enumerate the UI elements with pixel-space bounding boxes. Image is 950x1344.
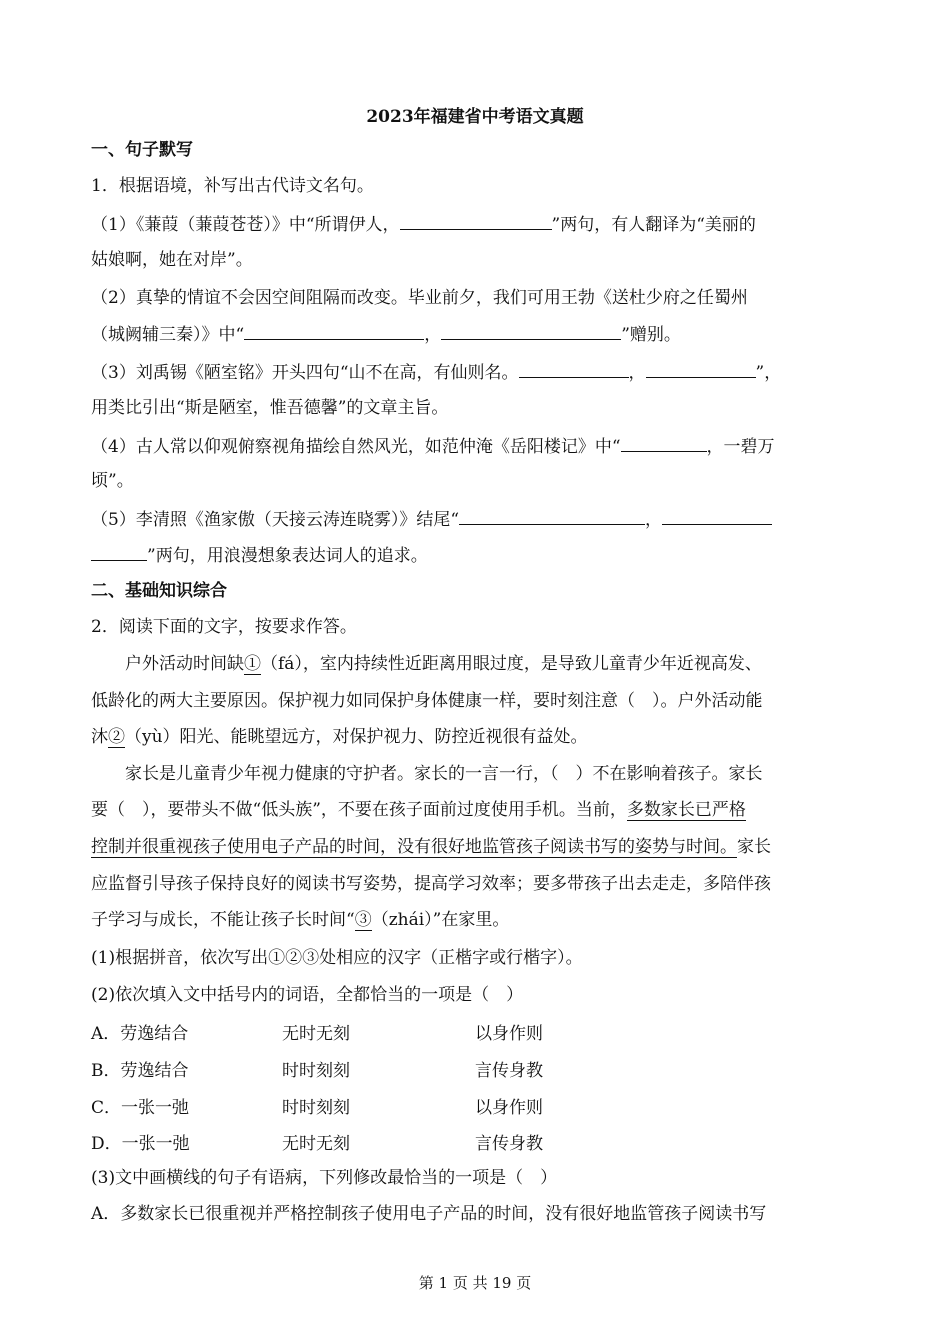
- passage-line: [125, 652, 861, 676]
- underlined-sentence: 控制并很重视孩子使用电子产品的时间，没有很好地监管孩子阅读书写的姿势与时间。: [91, 837, 737, 857]
- passage-text: （yù）阳光、能眺望远方，对保护视力、防控近视很有益处。: [125, 727, 588, 747]
- answer-blank[interactable]: [646, 359, 756, 378]
- blank-marker-3: ③: [354, 910, 372, 930]
- section-heading-2: 二、基础知识综合: [91, 581, 227, 601]
- passage-text: （zhái）”在家里。: [371, 910, 510, 930]
- option-a-word2: 无时无刻: [282, 1024, 350, 1044]
- underlined-sentence: 多数家长已严格: [626, 800, 746, 820]
- option-c[interactable]: C．一张一弛: [91, 1098, 190, 1118]
- passage-line: [91, 835, 861, 859]
- q1-item4-text-b: ，一碧万: [706, 437, 775, 457]
- option-b-word3: 言传身教: [475, 1061, 543, 1081]
- sub-question-3: (3)文中画横线的句子有语病，下列修改最恰当的一项是（ ）: [91, 1168, 558, 1188]
- q1-item2-text-b: （城阙辅三秦）》中“: [91, 325, 245, 345]
- section-heading-1: 一、句子默写: [91, 140, 193, 160]
- passage-line: 家长是儿童青少年视力健康的守护者。家长的一言一行，（ ）不在影响着孩子。家长: [125, 764, 763, 784]
- answer-blank[interactable]: [519, 359, 629, 378]
- blank-marker-1: ①: [244, 654, 261, 674]
- sub-question-2: (2)依次填入文中括号内的词语，全都恰当的一项是（ ）: [91, 985, 524, 1005]
- option-a-word3: 以身作则: [475, 1024, 543, 1044]
- q1-item4-text-a: （4）古人常以仰观俯察视角描绘自然风光，如范仲淹《岳阳楼记》中“: [91, 437, 621, 457]
- q1-item2-line2: [91, 321, 861, 347]
- q1-item5-line1: [91, 506, 861, 532]
- q1-item1-text-a: （1）《蒹葭（蒹葭苍苍）》中“所谓伊人，: [91, 215, 400, 235]
- option-d-word3: 言传身教: [475, 1134, 543, 1154]
- q1-item5-text-b: ，: [645, 510, 663, 530]
- q1-item3-text-c: ”，: [755, 363, 782, 383]
- q1-item3-text-b: ，: [628, 363, 646, 383]
- sub3-option-a[interactable]: A．多数家长已很重视并严格控制孩子使用电子产品的时间，没有很好地监管孩子阅读书写: [91, 1204, 767, 1224]
- answer-blank[interactable]: [459, 506, 645, 525]
- passage-text: （fá），室内持续性近距离用眼过度，是导致儿童青少年近视高发、: [261, 654, 762, 674]
- q1-item2-text-c: ，: [424, 325, 442, 345]
- passage-text: 沐: [91, 727, 108, 747]
- q1-item2-text-d: ”赠别。: [621, 325, 681, 345]
- passage-line: [91, 908, 861, 932]
- passage-text: 子学习与成长，不能让孩子长时间“: [91, 910, 355, 930]
- answer-blank[interactable]: [244, 321, 424, 340]
- page-footer: 第 1 页 共 19 页: [418, 1274, 532, 1292]
- q1-item3-text-a: （3）刘禹锡《陋室铭》开头四句“山不在高，有仙则名。: [91, 363, 519, 383]
- answer-blank[interactable]: [441, 321, 621, 340]
- q1-item1-line2: 姑娘啊，她在对岸”。: [91, 250, 253, 270]
- option-c-word2: 时时刻刻: [282, 1098, 350, 1118]
- passage-line: 低龄化的两大主要原因。保护视力如同保护身体健康一样，要时刻注意（ ）。户外活动能: [91, 691, 763, 711]
- passage-text: 户外活动时间缺: [125, 654, 244, 674]
- question-1-stem: 1．根据语境，补写出古代诗文名句。: [91, 176, 374, 196]
- passage-line: 应监督引导孩子保持良好的阅读书写姿势，提高学习效率；要多带孩子出去走走，多陪伴孩: [91, 874, 771, 894]
- option-d-word2: 无时无刻: [282, 1134, 350, 1154]
- question-2-stem: 2．阅读下面的文字，按要求作答。: [91, 617, 357, 637]
- document-title: 2023年福建省中考语文真题: [366, 107, 584, 127]
- q1-item4-line2: 顷”。: [91, 471, 134, 491]
- option-d[interactable]: D．一张一弛: [91, 1134, 190, 1154]
- q1-item5-line2: [91, 542, 861, 568]
- q1-item4-line1: [91, 433, 861, 459]
- answer-blank[interactable]: [621, 433, 707, 452]
- option-c-word3: 以身作则: [475, 1098, 543, 1118]
- q1-item2-line1: （2）真挚的情谊不会因空间阻隔而改变。毕业前夕，我们可用王勃《送杜少府之任蜀州: [91, 288, 748, 308]
- option-a[interactable]: A．劳逸结合: [91, 1024, 189, 1044]
- q1-item1-line1: [91, 211, 861, 237]
- sub-question-1: (1)根据拼音，依次写出①②③处相应的汉字（正楷字或行楷字）。: [91, 948, 583, 968]
- q1-item5-text-a: （5）李清照《渔家傲（天接云涛连晓雾）》结尾“: [91, 510, 460, 530]
- passage-text: 家长: [737, 837, 771, 857]
- option-b-word2: 时时刻刻: [282, 1061, 350, 1081]
- q1-item3-line1: [91, 359, 861, 385]
- blank-marker-2: ②: [108, 727, 125, 747]
- answer-blank[interactable]: [400, 211, 552, 230]
- passage-text: 要（ ），要带头不做“低头族”，不要在孩子面前过度使用手机。当前，: [91, 800, 627, 820]
- q1-item1-text-b: ”两句，有人翻译为“美丽的: [551, 215, 756, 235]
- answer-blank[interactable]: [91, 542, 147, 561]
- passage-line: [91, 798, 861, 822]
- passage-line: [91, 725, 861, 749]
- answer-blank[interactable]: [662, 506, 772, 525]
- q1-item3-line2: 用类比引出“斯是陋室，惟吾德馨”的文章主旨。: [91, 398, 449, 418]
- option-b[interactable]: B．劳逸结合: [91, 1061, 189, 1081]
- q1-item5-text-c: ”两句，用浪漫想象表达词人的追求。: [147, 546, 428, 566]
